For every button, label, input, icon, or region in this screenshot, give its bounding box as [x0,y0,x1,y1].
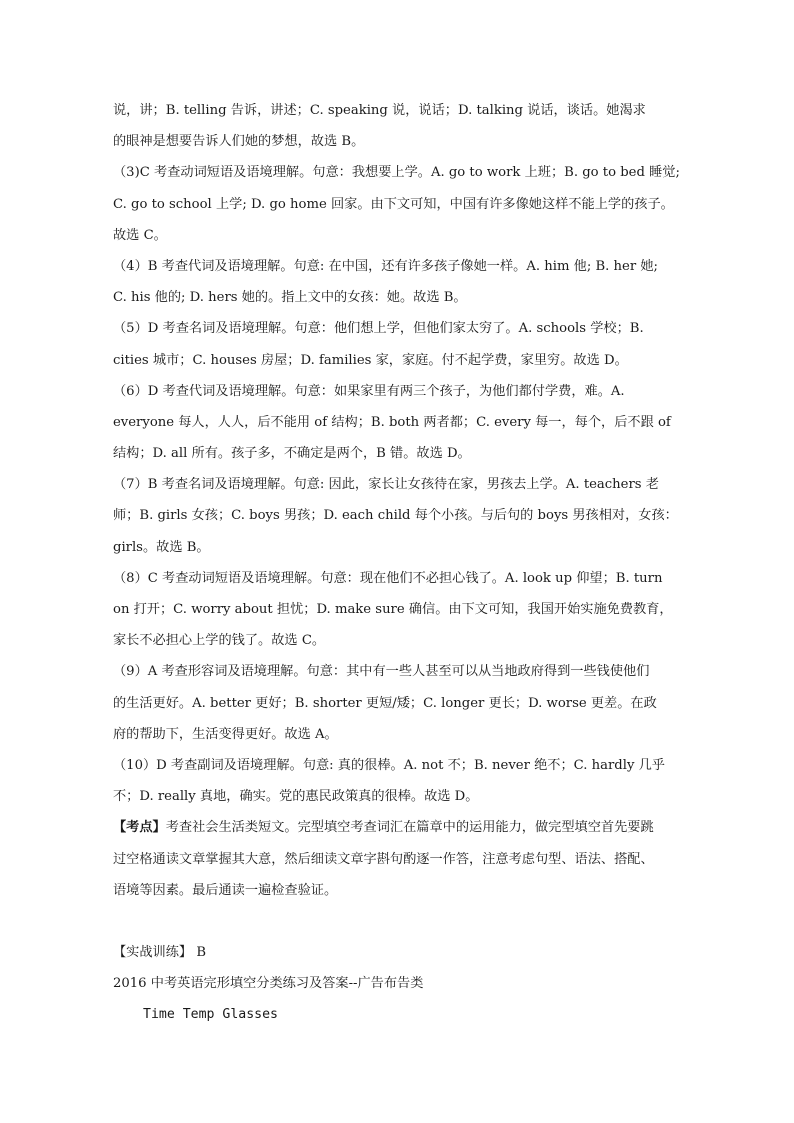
section-heading: 2016 中考英语完形填空分类练习及答案--广告布告类 [113,976,424,992]
training-answer: B [192,945,207,961]
kaodian-line [113,812,686,843]
spacer [113,906,686,937]
text-line: （5）D 考查名词及语境理解。句意：他们想上学，但他们家太穷了。A. schools 学校；B. [113,321,644,337]
text-line: 家长不必担心上学的钱了。故选 C。 [113,633,326,649]
text-line: 说，讲；B. telling 告诉，讲述；C. speaking 说，说话；D. talking 说话，谈话。她渴求 [113,103,646,118]
text-line: （6）D 考查代词及语境理解。句意：如果家里有两三个孩子，为他们都付学费，难。A. [113,383,625,399]
text-line: cities 城市；C. houses 房屋；D. families 家，家庭。付不起学费，家里穷。故选 D。 [113,352,628,368]
text-line: C. his 他的; D. hers 她的。指上文中的女孩：她。故选 B。 [113,290,467,306]
text-line: 结构；D. all 所有。孩子多，不确定是两个，B 错。故选 D。 [113,446,471,462]
text-line: on 打开；C. worry about 担忧；D. make sure 确信。由下文可知，我国开始实施免费教育， [113,602,673,617]
kaodian-section [113,812,686,906]
training-line [113,937,686,968]
text-line: （9）A 考查形容词及语境理解。句意：其中有一些人甚至可以从当地政府得到一些钱使他们 [113,664,650,680]
kaodian-line-2: 过空格通读文章掌握其大意，然后细读文章字斟句酌逐一作答，注意考虑句型、语法、搭配、 [113,851,654,867]
text-line: （10）D 考查副词及语境理解。句意: 真的很棒。A. not 不；B. never 绝不；C. hardly 几乎 [113,757,665,773]
text-line: 师；B. girls 女孩；C. boys 男孩；D. each child 每个小孩。与后句的 boys 男孩相对，女孩： [113,508,678,524]
text-line: 府的帮助下，生活变得更好。故选 A。 [113,726,338,742]
kaodian-text: 考查社会生活类短文。完型填空考查词汇在篇章中的运用能力，做完型填空首先要跳 [165,820,654,836]
text-line: girls。故选 B。 [113,539,210,555]
text-line: 不；D. really 真地，确实。党的惠民政策真的很棒。故选 D。 [113,789,479,805]
document-page [113,95,686,1031]
passage-title: Time Temp Glasses [143,1007,278,1023]
text-line: （3)C 考查动词短语及语境理解。句意：我想要上学。A. go to work 上班；B. go to bed 睡觉; [113,165,680,181]
text-line: （4）B 考查代词及语境理解。句意: 在中国，还有许多孩子像她一样。A. him 他; B. her 她; [113,258,658,274]
training-label: 【实战训练】 [113,945,193,961]
kaodian-line-3: 语境等因素。最后通读一遍检查验证。 [113,882,338,898]
text-line: 的眼神是想要告诉人们她的梦想，故选 B。 [113,134,365,150]
explanation-block [113,95,686,812]
text-line: C. go to school 上学; D. go home 回家。由下文可知，中国有许多像她这样不能上学的孩子。 [113,196,674,212]
text-line: （7）B 考查名词及语境理解。句意: 因此，家长让女孩待在家，男孩去上学。A. teachers 老 [113,477,659,493]
text-line: 故选 C。 [113,227,167,243]
text-line: 的生活更好。A. better 更好；B. shorter 更短/矮；C. longer 更长；D. worse 更差。在政 [113,695,657,711]
text-line: （8）C 考查动词短语及语境理解。句意：现在他们不必担心钱了。A. look up 仰望；B. turn [113,570,663,586]
text-line: everyone 每人，人人，后不能用 of 结构；B. both 两者都；C. every 每一，每个，后不跟 of [113,414,671,430]
kaodian-label: 【考点】 [113,820,166,836]
